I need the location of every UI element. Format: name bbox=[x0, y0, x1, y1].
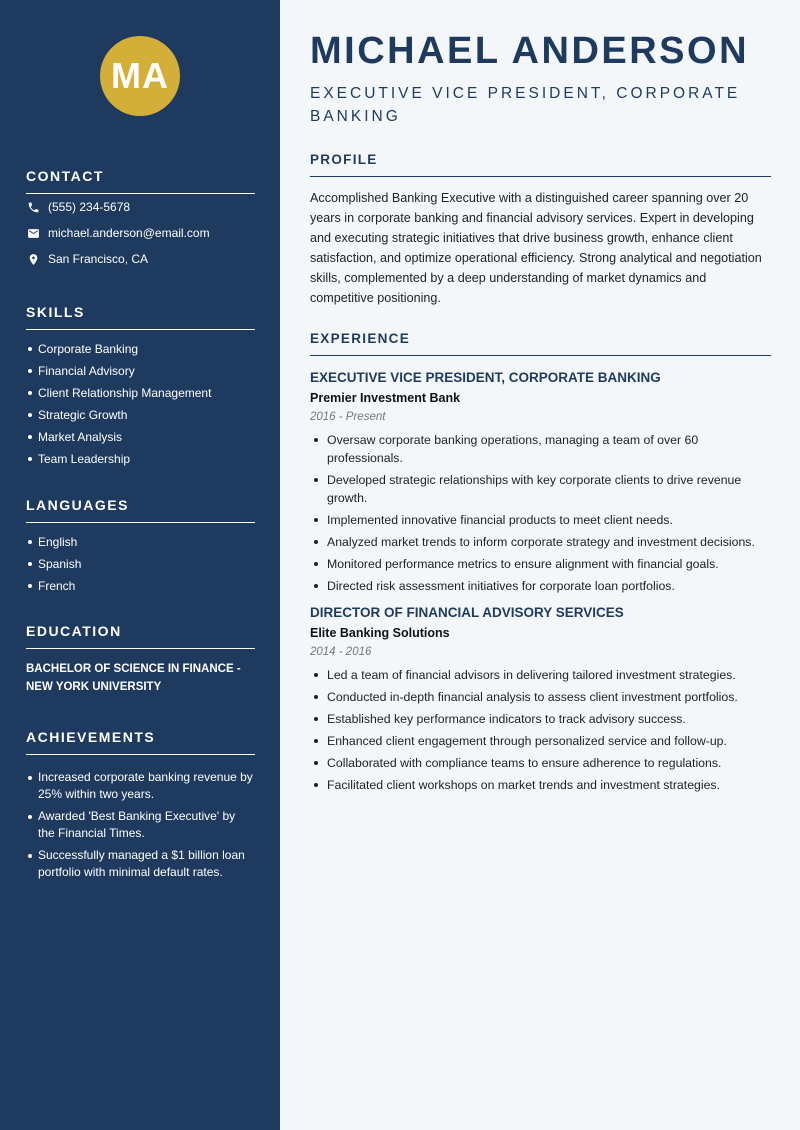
job-bullet: Directed risk assessment initiatives for corporate loan portfolios. bbox=[310, 577, 771, 595]
skill-item: Client Relationship Management bbox=[26, 382, 255, 404]
contact-location bbox=[26, 246, 255, 272]
education-degree: BACHELOR OF SCIENCE IN FINANCE - NEW YORK UNIVERSITY bbox=[26, 663, 241, 693]
achievement-item: Successfully managed a $1 billion loan portfolio with minimal default rates. bbox=[26, 847, 255, 881]
education-heading: EDUCATION bbox=[26, 623, 255, 649]
job-bullet: Analyzed market trends to inform corporate strategy and investment decisions. bbox=[310, 533, 771, 551]
achievement-item: Awarded 'Best Banking Executive' by the Financial Times. bbox=[26, 808, 255, 842]
job-dates: 2014 - 2016 bbox=[310, 646, 372, 658]
contact-email bbox=[26, 220, 255, 246]
languages-list bbox=[26, 531, 255, 597]
contact-phone bbox=[26, 194, 255, 220]
skills-section bbox=[26, 304, 255, 470]
job-title: DIRECTOR OF FINANCIAL ADVISORY SERVICES bbox=[310, 605, 624, 620]
email-text: michael.anderson@email.com bbox=[48, 226, 210, 240]
job-bullets bbox=[310, 431, 771, 595]
skills-heading: SKILLS bbox=[26, 304, 255, 330]
languages-heading: LANGUAGES bbox=[26, 497, 255, 523]
profile-section bbox=[310, 152, 771, 308]
achievements-section bbox=[26, 729, 255, 886]
email-icon bbox=[26, 226, 40, 240]
skill-item: Team Leadership bbox=[26, 448, 255, 470]
achievements-list bbox=[26, 769, 255, 881]
experience-heading: EXPERIENCE bbox=[310, 331, 771, 356]
experience-section bbox=[310, 331, 771, 798]
skill-item: Financial Advisory bbox=[26, 360, 255, 382]
skill-item: Corporate Banking bbox=[26, 338, 255, 360]
job-bullets bbox=[310, 666, 771, 794]
job-headline: EXECUTIVE VICE PRESIDENT, CORPORATE BANKING bbox=[310, 85, 741, 125]
job-bullet: Monitored performance metrics to ensure alignment with financial goals. bbox=[310, 555, 771, 573]
language-item: Spanish bbox=[26, 553, 255, 575]
location-pin-icon bbox=[26, 252, 40, 266]
profile-heading: PROFILE bbox=[310, 152, 771, 177]
language-item: English bbox=[26, 531, 255, 553]
achievement-item: Increased corporate banking revenue by 25% within two years. bbox=[26, 769, 255, 803]
location-text: San Francisco, CA bbox=[48, 252, 149, 266]
skills-list bbox=[26, 338, 255, 470]
job-bullet: Led a team of financial advisors in delivering tailored investment strategies. bbox=[310, 666, 771, 684]
contact-heading: CONTACT bbox=[26, 168, 255, 194]
job-bullet: Developed strategic relationships with key corporate clients to drive revenue growth. bbox=[310, 471, 771, 507]
job-entry bbox=[310, 370, 771, 595]
phone-text: (555) 234-5678 bbox=[48, 200, 131, 214]
job-bullet: Implemented innovative financial products to meet client needs. bbox=[310, 511, 771, 529]
job-bullet: Enhanced client engagement through personalized service and follow-up. bbox=[310, 732, 771, 750]
job-bullet: Collaborated with compliance teams to ensure adherence to regulations. bbox=[310, 754, 771, 772]
avatar: MA bbox=[100, 36, 180, 116]
skill-item: Strategic Growth bbox=[26, 404, 255, 426]
full-name: MICHAEL ANDERSON bbox=[310, 30, 750, 72]
achievements-heading: ACHIEVEMENTS bbox=[26, 729, 255, 755]
job-bullet: Conducted in-depth financial analysis to assess client investment portfolios. bbox=[310, 688, 771, 706]
profile-text: Accomplished Banking Executive with a distinguished career spanning over 20 years in corporate banking and financial advisory services. Expert in developing and executing strategic initiatives that drive business growth, enhance client satisfaction, and optimize operational efficiency. Strong analytical and negotiation skills, complemented by a deep understanding of market dynamics and competitive positioning. bbox=[310, 191, 762, 305]
languages-section bbox=[26, 497, 255, 597]
education-section bbox=[26, 623, 255, 696]
job-dates: 2016 - Present bbox=[310, 411, 386, 423]
job-bullet: Oversaw corporate banking operations, managing a team of over 60 professionals. bbox=[310, 431, 771, 467]
company-name: Premier Investment Bank bbox=[310, 391, 461, 405]
job-bullet: Established key performance indicators to track advisory success. bbox=[310, 710, 771, 728]
sidebar bbox=[0, 0, 280, 1130]
job-entry bbox=[310, 605, 771, 794]
job-title: EXECUTIVE VICE PRESIDENT, CORPORATE BANKING bbox=[310, 370, 661, 385]
contact-section bbox=[26, 168, 255, 272]
skill-item: Market Analysis bbox=[26, 426, 255, 448]
job-bullet: Facilitated client workshops on market trends and investment strategies. bbox=[310, 776, 771, 794]
phone-icon bbox=[26, 200, 40, 214]
company-name: Elite Banking Solutions bbox=[310, 626, 450, 640]
language-item: French bbox=[26, 575, 255, 597]
